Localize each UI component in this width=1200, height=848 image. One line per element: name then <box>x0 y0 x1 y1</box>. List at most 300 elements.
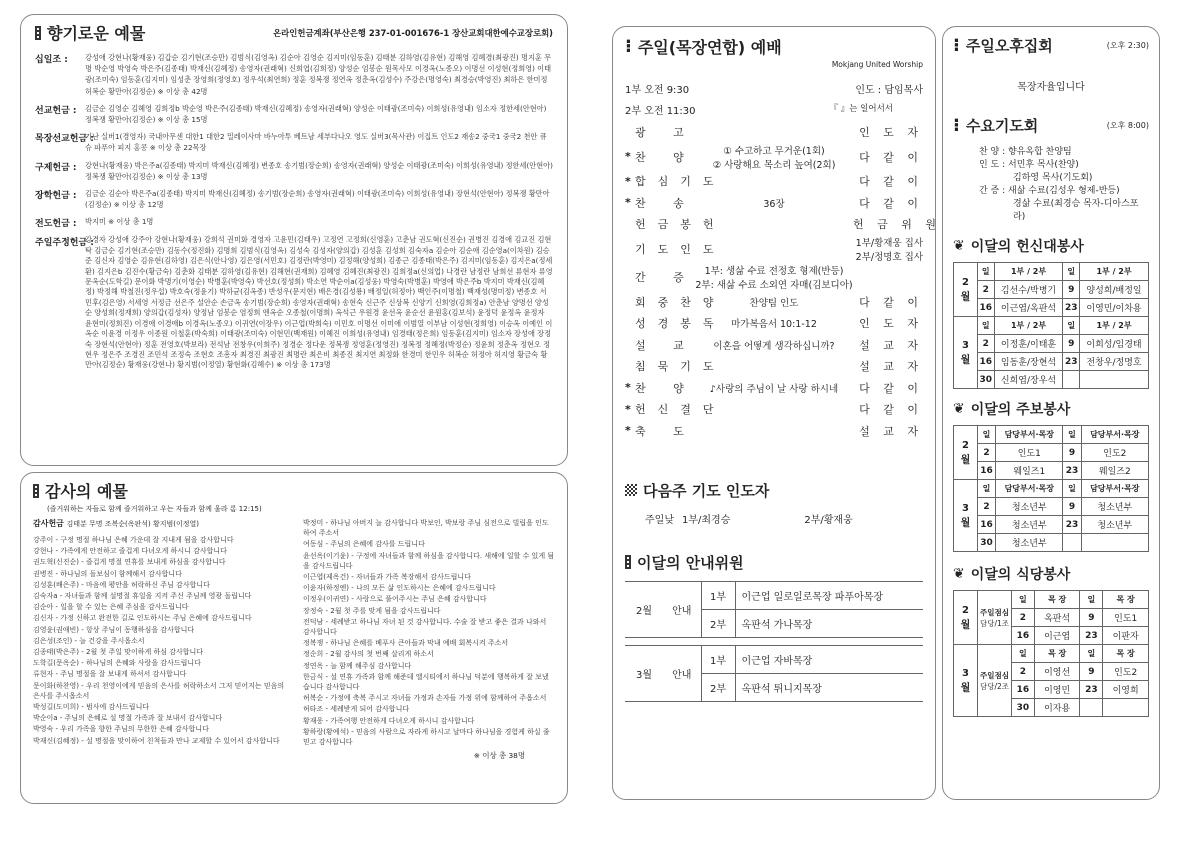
bulletin-title: ❦ 이달의 주보봉사 <box>953 401 1071 418</box>
order-label: 찬 양 <box>635 150 696 164</box>
thanks-panel <box>20 472 568 804</box>
thanks-item: 황하랑(황예석) - 믿음의 사람으로 자라게 하시고 날마다 하나님을 경험케 하실 줄 믿고 감사합니다 <box>303 727 550 747</box>
service-day: 9 <box>1063 498 1081 516</box>
offering-names: 강경자 강성애 강주아 강현나(황재웅) 강희석 권미화 경영자 고윤민(김태우) 고정연 고정희(신영훈) 고춘남 권도혁(신진순) 권병진 김경애 김교진 김현탁 김금순 김기현(조승만) 김동수(정진화) 김명희 김범식(김영옥) 김성숙 김성자(양의갑) 김성훈 김성희 김숙자a 김순아 김순애 김순영a(이차원) 김승준 김신자 김영순 김유현(김하영) 김은식(안나영) 김은영(서민호) 김정란(박영미) 김정해(양성희) 김종근 김종태(박은주) 김지미(임동훈) 김지은a(정세환) 김지은b 김진수(황금숙) 김춘화 김태분 김하영(김유현) 김해현(권재희) 김혜영 김혜진(최광진) 김희정a(신의업) 나경란 남정란 남희선 류현자 류영 문옥순(도학길) 문이화 박명기(이영순) 박병훈(박영숙) 박선호(정성희) 박소연 박순이a(김성웅) 박영숙(박병훈) 박영애 박은주b 박지미 박재신(김혜정) 박정해 박철진(정우섭) 박호숙(정윤기) 박하균(김옥종) 반성우(문지현) 배은경(김성룡) 배정일(허정아) 백인주(이명철) 백재성(명미정) 변종호 서민후(김은영) 서세영 서정금 선은주 설안순 손금옥 송기범(장순희) 송영자(권래혁) 송현숙 신근주 신상복 신양기 신희영(김희정a) 안춘남 양명선 양성순 양성희(정재희) 양의갑(김성자) 양정남 엄봉순 염정희 엔옥순 오종철(이명희) 옥석근 우원경 윤선옥 윤순선 윤원홍(김보석) 윤정덕 윤정옥 윤정자 윤현미(정희진) 이경애 이경애b 이경옥(노종오) 이귀연(이장우) 이근업(박희숙) 이민호 이명선 이미애 이범열 이부남 이성현(정희영) 이승옥 이예인 이옥순 이윤경 이정우 이종원 이철훈(박숙희) 이태광(조미숙) 이현민(백재원) 이혜진 이희성(유영내) 임경태(정은희) 임동훈(김지미) 임소자 장성애 장정숙 장현석(안현아) 정훈 전영호(박보라) 전석남 전창우(이희주) 정경순 정다운 정복쟁 정영훈(정영진) 정복정 정혜정(박정순) 정윤희 정춘옥 정현오 정현우 정은주 조경진 조민석 조정숙 조현호 조흥자 최경진 최광진 최명란 최은비 최종진 최지연 최정화 한경미 한민우 허복순 허정아 허지영 황금숙 황만아(김정순) 황재웅(강현나) 황지범(이정열) 황현화(김혜수) <box>85 235 553 370</box>
order-who <box>853 358 923 374</box>
guide-part: 1부 <box>701 645 735 673</box>
service-day: 9 <box>1063 335 1080 353</box>
service-header: 담당부서·목장 <box>1081 480 1148 498</box>
service-month-char: 3 <box>962 502 969 514</box>
offering-names: 박지미 <box>85 217 109 227</box>
service-month-char: 3 <box>962 339 969 351</box>
thanks-item: 박영숙 - 우리 가족을 향한 주님의 무한한 은혜 감사합니다 <box>33 725 209 734</box>
service-name <box>1080 371 1149 389</box>
wednesday-line: 인 도 : 서민후 목사(찬양) <box>979 160 1079 170</box>
service-name: 인도2 <box>1103 663 1149 681</box>
order-star: * <box>625 424 631 438</box>
thanks-item: 김순아 - 일을 할 수 있는 은혜 주심을 감사드립니다 <box>33 603 189 612</box>
thanks-item: 박순이a - 주님의 은혜로 설 명절 가족과 잘 보내서 감사합니다 <box>33 714 223 723</box>
service-month-char: 월 <box>960 517 971 529</box>
service-name: 이근엽/옥판석 <box>994 299 1063 317</box>
thanks-item: 권도혁(신진순) - 즐겁게 명절 연휴를 보내게 하심을 감사합니다 <box>33 558 226 567</box>
service-header-row <box>954 480 1149 498</box>
order-who-line: 다 같 이 <box>859 295 923 309</box>
service-row <box>954 371 1149 389</box>
guide-table <box>625 581 923 702</box>
service-name: 이근엽 <box>1034 627 1080 645</box>
offering-row <box>35 235 553 370</box>
offering-label: 장학헌금 : <box>35 191 77 202</box>
service-month <box>954 591 978 645</box>
offering-count: ※ 이상 총 15명 <box>157 115 208 125</box>
order-who <box>853 124 923 140</box>
wednesday-line: 찬 양 : 향유옥합 찬양팀 <box>979 147 1072 157</box>
offering-title: 향기로운 예물 <box>35 21 145 44</box>
next-leader-2: 2부/황재웅 <box>804 514 853 526</box>
order-detail-line: ② 사랑해요 목소리 높여(2회) <box>712 159 836 171</box>
order-star: * <box>625 196 631 210</box>
thanks-item: 전덕남 - 세례받고 하나님 자녀 된 것 감사합니다. 수술 잘 받고 좋은 결과 나와서 감사합니다 <box>303 617 547 637</box>
service-name: 전창우/정명호 <box>1080 353 1149 371</box>
thanks-item: 김종태(박은주) - 2월 첫 주일 맞이하게 하심 감사합니다 <box>33 648 204 657</box>
thanks-item: 정순희 - 2월 감사의 첫 번째 살리게 하소서 <box>303 650 434 659</box>
service-name: 이정훈/이태훈 <box>994 335 1063 353</box>
order-who-line: 2부/정명호 집사 <box>855 252 923 263</box>
service-name: 웨일즈2 <box>1081 462 1148 480</box>
service-name: 이영민 <box>1034 681 1080 699</box>
wednesday-details <box>979 146 1149 224</box>
order-row <box>625 171 923 193</box>
service-month <box>954 317 978 389</box>
service-header: 1부 / 2부 <box>1080 317 1149 335</box>
service-header: 1부 / 2부 <box>994 317 1063 335</box>
service-header: 담당부서·목장 <box>996 426 1063 444</box>
order-label: 침묵기도 <box>635 360 726 374</box>
thanks-item: 한금식 - 설 연휴 가족과 함께 해준데 앨시티에서 하나님 덕분에 행복하게 잘 보냈습니다 감사합니다 <box>303 672 549 692</box>
service-header-row <box>954 426 1149 444</box>
guide-row <box>625 645 923 673</box>
service-header-row <box>954 591 1149 609</box>
service-month-char: 2 <box>962 604 969 616</box>
order-detail <box>695 381 853 395</box>
offering-label: 구제헌금 : <box>35 162 77 173</box>
service-row <box>954 444 1149 462</box>
order-who-line: 다 같 이 <box>859 381 923 395</box>
order-row <box>625 399 923 421</box>
order-label: 헌신결단 <box>635 403 726 417</box>
order-row <box>625 420 923 442</box>
order-detail <box>695 263 853 291</box>
offering-text <box>85 216 153 229</box>
offering-list <box>35 52 553 371</box>
thanks-item: 이윤자(하정엔) - 나의 모든 삶 인도하시는 은혜에 감사드립니다 <box>303 584 496 593</box>
order-who <box>853 195 923 211</box>
service-header: 목 장 <box>1034 591 1080 609</box>
service-day: 2 <box>978 444 996 462</box>
service-month <box>954 645 978 717</box>
thanks-item: 정복쟁 - 하나님 은혜를 베푸사 큰아들과 막내 예배 회복시켜 주소서 <box>303 639 509 648</box>
order-detail <box>695 196 853 210</box>
order-detail <box>695 316 853 330</box>
thanks-item: 이정우(이귀연) - 사랑으로 풀어주시는 주님 은혜 감사합니다 <box>303 595 487 604</box>
thanks-item: 여동심 - 주님의 은혜에 감사를 드립니다 <box>303 540 425 549</box>
order-who-line: 설 교 자 <box>859 360 923 374</box>
order-row <box>625 121 923 143</box>
guide-role: 안내 <box>663 581 701 637</box>
thanks-item: 김신자 - 가정 신하고 완전한 길로 인도하시는 주님 은혜에 감사드립니다 <box>33 614 252 623</box>
service-header: 일 <box>1063 426 1081 444</box>
stand-note: 『 』는 일어서서 <box>829 104 893 114</box>
order-row <box>625 235 923 263</box>
service-name: 임동훈/장현석 <box>994 353 1063 371</box>
offering-count: ※ 이상 총 1명 <box>108 217 154 227</box>
order-who <box>853 216 941 232</box>
order-who-line: 다 같 이 <box>859 175 923 189</box>
order-row <box>625 143 923 171</box>
order-row <box>625 214 941 236</box>
kitchen-table <box>953 590 1149 717</box>
service-name: 이영선 <box>1034 663 1080 681</box>
service-day: 16 <box>978 516 996 534</box>
service-month <box>954 263 978 317</box>
order-label: 축 도 <box>635 424 696 438</box>
service-name: 인도2 <box>1081 444 1148 462</box>
order-detail-line: 이혼을 어떻게 생각하십니까? <box>713 340 835 352</box>
service-name <box>1103 699 1149 717</box>
thanks-item: 김숙자a - 자녀들과 함께 설명절 휴일을 지켜 주신 주님께 영광 돌립니다 <box>33 592 252 601</box>
order-detail <box>695 295 853 309</box>
service-note-line: 담당/1조 <box>979 618 1010 628</box>
offering-text <box>85 160 553 182</box>
service-name: 신희엽/장우석 <box>994 371 1063 389</box>
service-header-row <box>954 645 1149 663</box>
service-header: 일 <box>978 263 995 281</box>
order-who-line: 인 도 자 <box>859 317 923 331</box>
order-detail-line: ① 수고하고 무거운(1회) <box>723 145 825 157</box>
service-day <box>1063 534 1081 552</box>
offering-row <box>35 131 553 153</box>
service-day: 30 <box>1012 699 1035 717</box>
service-day: 23 <box>1063 353 1080 371</box>
service-day: 9 <box>1063 444 1081 462</box>
order-who <box>853 380 923 396</box>
service-note-line: 주일점심 <box>980 670 1009 680</box>
offering-text <box>85 235 553 370</box>
thanks-item: 도학길(문옥순) - 하나님의 은혜와 사랑을 감사드립니다 <box>33 659 201 668</box>
thanks-offering-text: 김태분 무명 조복순(옥판석) 황지범(이정열) <box>66 520 200 528</box>
service-day <box>1063 371 1080 389</box>
offering-label: 전도헌금 : <box>35 219 77 230</box>
offering-names: 강성애 강현나(황재웅) 김갑순 김기현(조승만) 김범식(김영옥) 김순아 김영순 김지미(임동훈) 김태분 김하영(김유현) 김해영 김혜경(최광진) 명지훈 무명 박순영 박영숙 박은주(김종태) 박재신(김혜정) 송영자(권래혁) 신희엽(김희정) 양성순 엄봉순 원목사모 이경옥(노종오) 이명선 이성현(정희영) 이태광(조미숙) 임동훈(김지미) 임성춘 장영희(정영호) 정우석(최연희) 정훈 정복쟁 정연옥 정춘옥(김성수) 주강은(명영숙) 최경승(박영진) 최하은 한미정 허복순 황만아(김정순) <box>85 53 552 96</box>
service-name: 청소년부 <box>1081 498 1148 516</box>
service-row <box>954 281 1149 299</box>
order-row <box>625 313 923 335</box>
offering-text <box>85 52 553 97</box>
kitchen-title: ❦ 이달의 식당봉사 <box>953 566 1071 583</box>
wednesday-title: ⁝ 수요기도회 <box>953 115 1039 136</box>
order-who <box>853 315 923 331</box>
offering-row <box>35 103 553 125</box>
offering-names: 김금순 김순아 박은주a(김종태) 박지미 박재신(김혜정) 송기범(장순희) 송영자(권래혁) 이태광(조미숙) 이희성(유영내) 장현석(안현아) 정복쟁 황만아(김정순) <box>85 189 550 210</box>
thanks-offering-label: 감사헌금 <box>33 519 64 528</box>
offering-text <box>85 103 553 125</box>
offering-count: ※ 이상 총 13명 <box>157 171 208 181</box>
order-who-line: 헌 금 위 원 <box>853 218 941 232</box>
section-bar-icon <box>35 26 41 40</box>
service-row <box>954 299 1149 317</box>
wednesday-line: 김하영 목사(기도회) <box>1013 173 1093 183</box>
order-label: 성경봉독 <box>635 317 726 331</box>
thanks-item: 허타조 - 세례받게 되어 감사합니다 <box>303 705 410 714</box>
service-month-char: 월 <box>960 619 971 631</box>
order-label: 합심기도 <box>635 175 726 189</box>
offering-label: 선교헌금 : <box>35 105 77 116</box>
service-name: 청소년부 <box>996 534 1063 552</box>
order-label: 찬 송 <box>635 196 696 210</box>
offering-count: ※ 이상 총 12명 <box>113 200 164 210</box>
offering-row <box>35 216 553 229</box>
offering-row <box>35 52 553 97</box>
dedication-title: ❦ 이달의 헌신대봉사 <box>953 238 1084 255</box>
order-detail-line: 마가복음서 10:1-12 <box>731 319 817 331</box>
service-month <box>954 480 978 552</box>
guide-title: 이달의 안내위원 <box>625 552 923 573</box>
service-day: 2 <box>1012 663 1035 681</box>
service-day: 9 <box>1080 609 1103 627</box>
offering-panel <box>20 14 568 466</box>
order-of-worship <box>625 121 941 442</box>
service-note-line: 담당/2조 <box>979 681 1010 691</box>
offering-row <box>35 160 553 182</box>
service-day: 16 <box>1012 681 1035 699</box>
thanks-item: 허복순 - 가정에 축복 주시고 자녀들 가정과 손자들 가정 위에 함께하여 주옵소서 <box>303 694 547 703</box>
service-month-char: 월 <box>960 291 971 303</box>
service-header: 목 장 <box>1103 591 1149 609</box>
service-note-line: 주일점심 <box>980 607 1009 617</box>
service-day: 23 <box>1063 462 1081 480</box>
checker-icon <box>625 484 637 496</box>
thanks-item: 류현자 - 주님 명절을 잘 보내게 하셔서 감사합니다 <box>33 670 187 679</box>
order-who <box>853 423 923 439</box>
thanks-item: 박재신(김혜정) - 설 명절을 맞이하여 친척들과 만나 교제할 수 있어서 감사합니다 <box>33 736 280 745</box>
service-month-char: 2 <box>962 439 969 451</box>
clover-icon: ❦ <box>953 566 965 582</box>
guide-role: 안내 <box>663 645 701 701</box>
service-day: 23 <box>1080 681 1103 699</box>
wednesday-line: 경삶 수료(최경승 목자-디아스포라) <box>1013 199 1139 222</box>
guide-row <box>625 581 923 609</box>
offering-text <box>85 188 553 210</box>
order-who <box>833 235 923 263</box>
service-name: 이영민/이차용 <box>1080 299 1149 317</box>
afternoon-title: ⁝ 주일오후집회 <box>953 35 1053 56</box>
offering-text <box>85 131 553 153</box>
service-header: 일 <box>978 317 995 335</box>
order-label: 회중찬양 <box>635 295 726 309</box>
next-leader-1: 1부/최경승 <box>681 514 731 526</box>
order-label: 헌금봉헌 <box>635 218 726 232</box>
service-day: 2 <box>978 335 995 353</box>
thanks-item: 문이화(하찬영) - 우리 천영이에게 믿음의 은사를 허락하소서 그저 믿어지는 믿음의 은사를 주시옵소서 <box>33 681 285 700</box>
service-month-char: 2 <box>962 276 969 288</box>
service-name: 김선수/박병기 <box>994 281 1063 299</box>
service-day: 23 <box>1080 627 1103 645</box>
service-row <box>954 534 1149 552</box>
online-account: 온라인헌금계좌(부산은행 237-01-001676-1 장산교회대한예수교장로회) <box>273 27 553 38</box>
order-detail-line: 찬양팀 인도 <box>749 297 799 309</box>
order-detail <box>695 143 853 171</box>
service-name: 인도1 <box>1103 609 1149 627</box>
order-who <box>853 337 923 353</box>
service-header: 1부 / 2부 <box>994 263 1063 281</box>
service-name: 청소년부 <box>1081 516 1148 534</box>
guide-names: 옥판석 튀니지목장 <box>735 673 923 701</box>
order-label: 찬 양 <box>635 381 696 395</box>
guide-gap-cell <box>625 637 663 645</box>
order-label: 광 고 <box>635 125 696 139</box>
service-header: 일 <box>1063 317 1080 335</box>
order-row <box>625 263 923 291</box>
order-detail-line: 2부: 새삶 수료 소외연 자매(김보디아) <box>695 280 853 291</box>
service-header-row <box>954 317 1149 335</box>
order-star: * <box>625 402 631 416</box>
service-day: 9 <box>1080 663 1103 681</box>
thanks-item: 권병진 - 하나님의 돌보심이 함께해서 감사합니다 <box>33 569 182 578</box>
service-header: 목 장 <box>1103 645 1149 663</box>
order-who-line: 다 같 이 <box>859 403 923 417</box>
offering-label: 주일주정헌금 : <box>35 238 94 249</box>
order-star: * <box>625 174 631 188</box>
order-who-line: 설 교 자 <box>859 424 923 438</box>
service-header: 일 <box>1080 645 1103 663</box>
order-who <box>853 173 923 189</box>
order-row <box>625 192 923 214</box>
section-mark-icon: ⁝ <box>953 35 960 56</box>
offering-label: 목장선교헌금 : <box>35 134 94 145</box>
service-day: 30 <box>978 534 996 552</box>
service-month-char: 월 <box>960 682 971 694</box>
worship-panel <box>612 26 941 800</box>
bulletin-table <box>953 425 1149 552</box>
offering-row <box>35 188 553 210</box>
order-who <box>853 149 923 165</box>
order-row <box>625 356 923 378</box>
service-name: 옥판석 <box>1034 609 1080 627</box>
order-who-line: 설 교 자 <box>859 338 923 352</box>
service-day: 2 <box>1012 609 1035 627</box>
thanks-item: 강현나 - 가족에게 안전하고 즐겁게 다녀오게 하시니 감사합니다 <box>33 547 227 556</box>
service-row <box>954 498 1149 516</box>
next-sunday-label: 주일낮 <box>645 514 674 526</box>
section-mark-icon: ⁝ <box>953 115 960 136</box>
order-label: 간 증 <box>635 271 696 284</box>
service-header: 일 <box>1012 645 1035 663</box>
service-day: 9 <box>1063 281 1080 299</box>
service-day: 16 <box>1012 627 1035 645</box>
service-time-1: 1부 오전 9:30 <box>625 85 690 96</box>
thanks-item: 박성길(도미희) - 범사에 감사드립니다 <box>33 703 150 712</box>
thanks-item: 강주이 - 구정 명절 하나님 은혜 가운데 잘 지내게 됨을 감사합니다 <box>33 536 234 544</box>
service-header: 일 <box>978 426 996 444</box>
thanks-count: ※ 이상 총 38명 <box>473 751 525 761</box>
order-detail-line: 36장 <box>763 198 785 210</box>
worship-title: ⁝ 주일(목장연합) 예배 <box>625 36 782 57</box>
service-day: 16 <box>978 299 995 317</box>
service-note <box>978 591 1012 645</box>
thanks-item: 이근엽(제옥건) - 자녀들과 가족 복장해서 감사드립니다 <box>303 573 471 582</box>
service-day: 16 <box>978 353 995 371</box>
order-detail <box>695 338 853 352</box>
service-month-char: 월 <box>960 354 971 366</box>
right-panel <box>942 26 1160 800</box>
section-bar-icon <box>625 555 631 569</box>
service-day: 23 <box>1063 516 1081 534</box>
worship-subtitle: Mokjang United Worship <box>831 60 923 69</box>
service-note <box>978 645 1012 717</box>
service-day: 2 <box>978 281 995 299</box>
order-detail-line: 1부: 생삶 수료 전정호 형제(반등) <box>704 266 844 277</box>
order-who-line: 인 도 자 <box>859 125 923 139</box>
guide-part: 2부 <box>701 609 735 637</box>
service-header: 일 <box>1012 591 1035 609</box>
service-name: 청소년부 <box>996 498 1063 516</box>
guide-names: 옥판석 가나목장 <box>735 609 923 637</box>
service-month <box>954 426 978 480</box>
thanks-item: 정연옥 - 늘 함께 해주심 감사합니다 <box>303 661 412 670</box>
guide-names: 이근업 일로일로목장 파푸아목장 <box>735 581 923 609</box>
order-row <box>625 377 923 399</box>
afternoon-text: 목장자율입니다 <box>1017 82 1085 93</box>
service-name: 청소년부 <box>996 516 1063 534</box>
order-detail-line: ♪사랑의 주님이 날 사랑 하시네 <box>709 383 839 395</box>
thanks-column-1 <box>33 535 285 746</box>
service-row <box>954 335 1149 353</box>
offering-names: 강현나(황재웅) 박은주a(김종태) 박지미 박재신(김혜정) 변종호 송기범(장순희) 송영자(권래혁) 양성순 이태광(조미숙) 이희성(유영내) 정한세(안현아) 정복쟁 황만아(김정순) <box>85 160 553 181</box>
service-row <box>954 516 1149 534</box>
order-row <box>625 291 923 313</box>
service-header: 1부 / 2부 <box>1080 263 1149 281</box>
offering-count: ※ 이상 총 173명 <box>276 360 331 370</box>
thanks-title: 감사의 예물 <box>33 479 555 502</box>
afternoon-time: (오후 2:30) <box>1106 41 1149 50</box>
service-row <box>954 462 1149 480</box>
service-header: 일 <box>1063 480 1081 498</box>
wednesday-line: 간 증 : 새삶 수료(김성우 형제-반등) <box>979 186 1120 196</box>
service-time-2: 2부 오전 11:30 <box>625 106 696 117</box>
service-header: 목 장 <box>1034 645 1080 663</box>
offering-count: ※ 이상 총 22목장 <box>149 143 207 153</box>
thanks-column-2 <box>303 518 555 747</box>
service-name: 양성희/배정일 <box>1080 281 1149 299</box>
order-who-line: 다 같 이 <box>859 196 923 210</box>
service-header: 담당부서·목장 <box>1081 426 1148 444</box>
service-header: 일 <box>978 480 996 498</box>
service-name: 인도1 <box>996 444 1063 462</box>
order-who-line: 다 같 이 <box>859 150 923 164</box>
order-star: * <box>625 150 631 163</box>
thanks-item: 황재웅 - 가족여행 안전하게 다녀오게 하시니 감사합니다 <box>303 716 475 725</box>
section-mark-icon: ⁝ <box>625 36 632 57</box>
order-who <box>853 294 923 310</box>
service-name: 이자용 <box>1034 699 1080 717</box>
service-day <box>1080 699 1103 717</box>
dedication-table <box>953 262 1149 389</box>
guide-month: 3월 <box>625 645 663 701</box>
service-row <box>954 353 1149 371</box>
service-leader: 인도 : 담임목사 <box>855 85 923 96</box>
thanks-item: 장정숙 - 2월 첫 주를 맞게 됨을 감사드립니다 <box>303 606 441 615</box>
service-name <box>1081 534 1148 552</box>
